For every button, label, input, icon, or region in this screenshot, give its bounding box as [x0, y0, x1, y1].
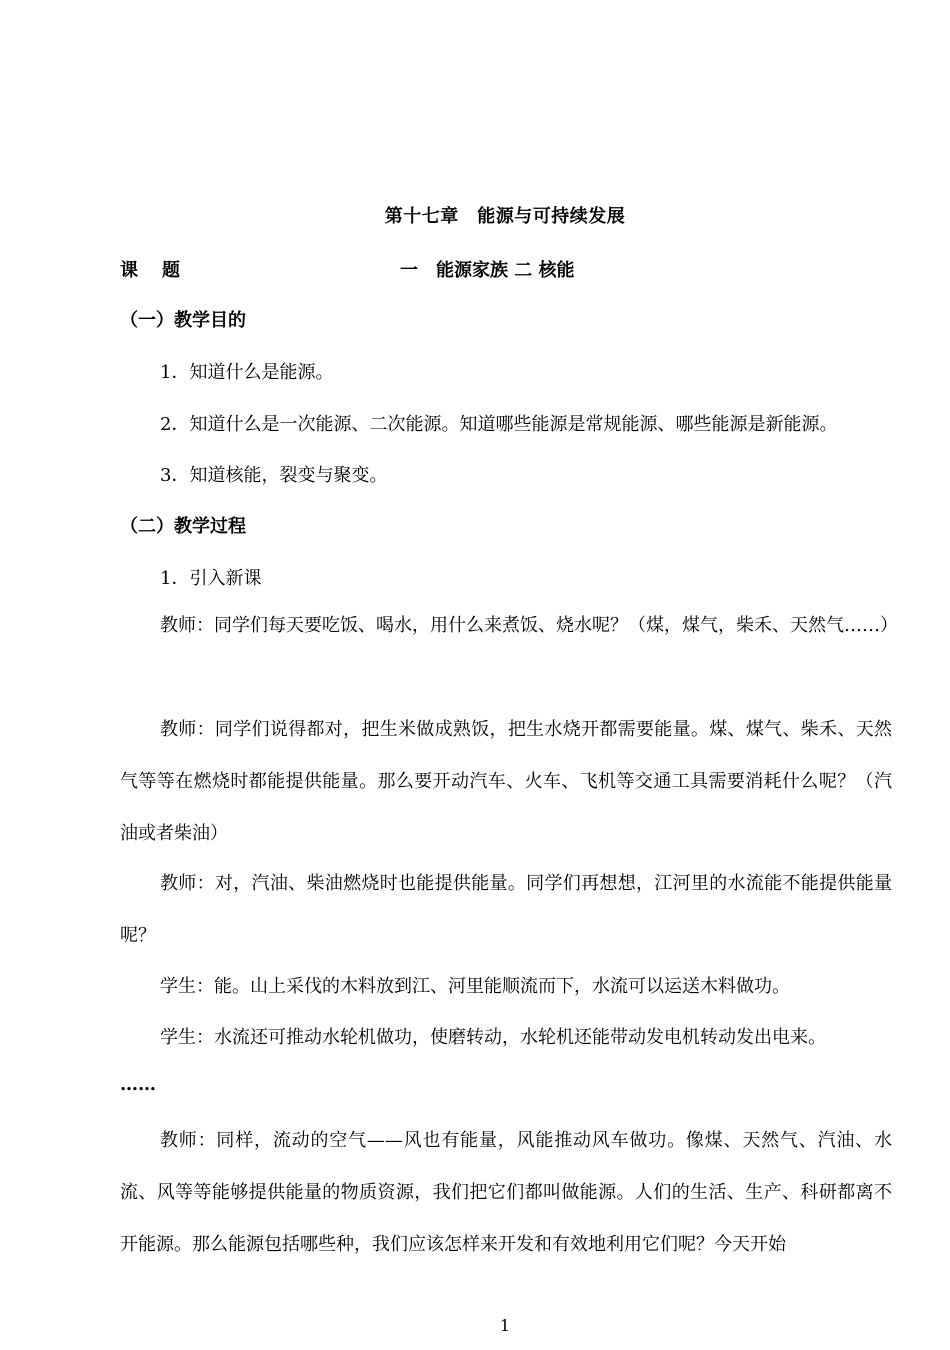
- topic-value: 一 能源家族 二 核能: [400, 260, 575, 281]
- process-item: 1．引入新课: [160, 568, 262, 589]
- paragraph: 教师：同样，流动的空气——风也有能量，风能推动风车做功。像煤、天然气、汽油、水流、风等等能够提供能量的物质资源，我们把它们都叫做能源。人们的生活、生产、科研都离不开能源。那么能源包括哪些种，我们应该怎样来开发和有效地利用它们呢？今天开始: [120, 1130, 892, 1255]
- paragraph: 学生：能。山上采伐的木料放到江、河里能顺流而下，水流可以运送木料做功。: [160, 976, 790, 997]
- objective-item: 3．知道核能，裂变与聚变。: [160, 465, 388, 486]
- paragraph: 教师：同学们说得都对，把生米做成熟饭，把生水烧开都需要能量。煤、煤气、柴禾、天然气等等在燃烧时都能提供能量。那么要开动汽车、火车、飞机等交通工具需要消耗什么呢？（汽油或者柴油）: [120, 719, 892, 844]
- ellipsis: ……: [120, 1074, 156, 1095]
- objective-item: 2．知道什么是一次能源、二次能源。知道哪些能源是常规能源、哪些能源是新能源。: [160, 414, 838, 435]
- paragraph: 教师：对，汽油、柴油燃烧时也能提供能量。同学们再想想，江河里的水流能不能提供能量呢？: [120, 873, 892, 946]
- section-heading-objectives: （一）教学目的: [120, 310, 246, 331]
- paragraph: 教师：同学们每天要吃饭、喝水，用什么来煮饭、烧水呢？（煤，煤气，柴禾、天然气……）: [160, 615, 898, 636]
- page-number: 1: [499, 1316, 511, 1335]
- paragraph: 学生：水流还可推动水轮机做功，使磨转动，水轮机还能带动发电机转动发出电来。: [160, 1027, 826, 1048]
- section-heading-process: （二）教学过程: [120, 516, 246, 537]
- objective-item: 1．知道什么是能源。: [160, 362, 334, 383]
- topic-label: 课题: [120, 260, 204, 281]
- chapter-title: 第十七章 能源与可持续发展: [384, 206, 626, 227]
